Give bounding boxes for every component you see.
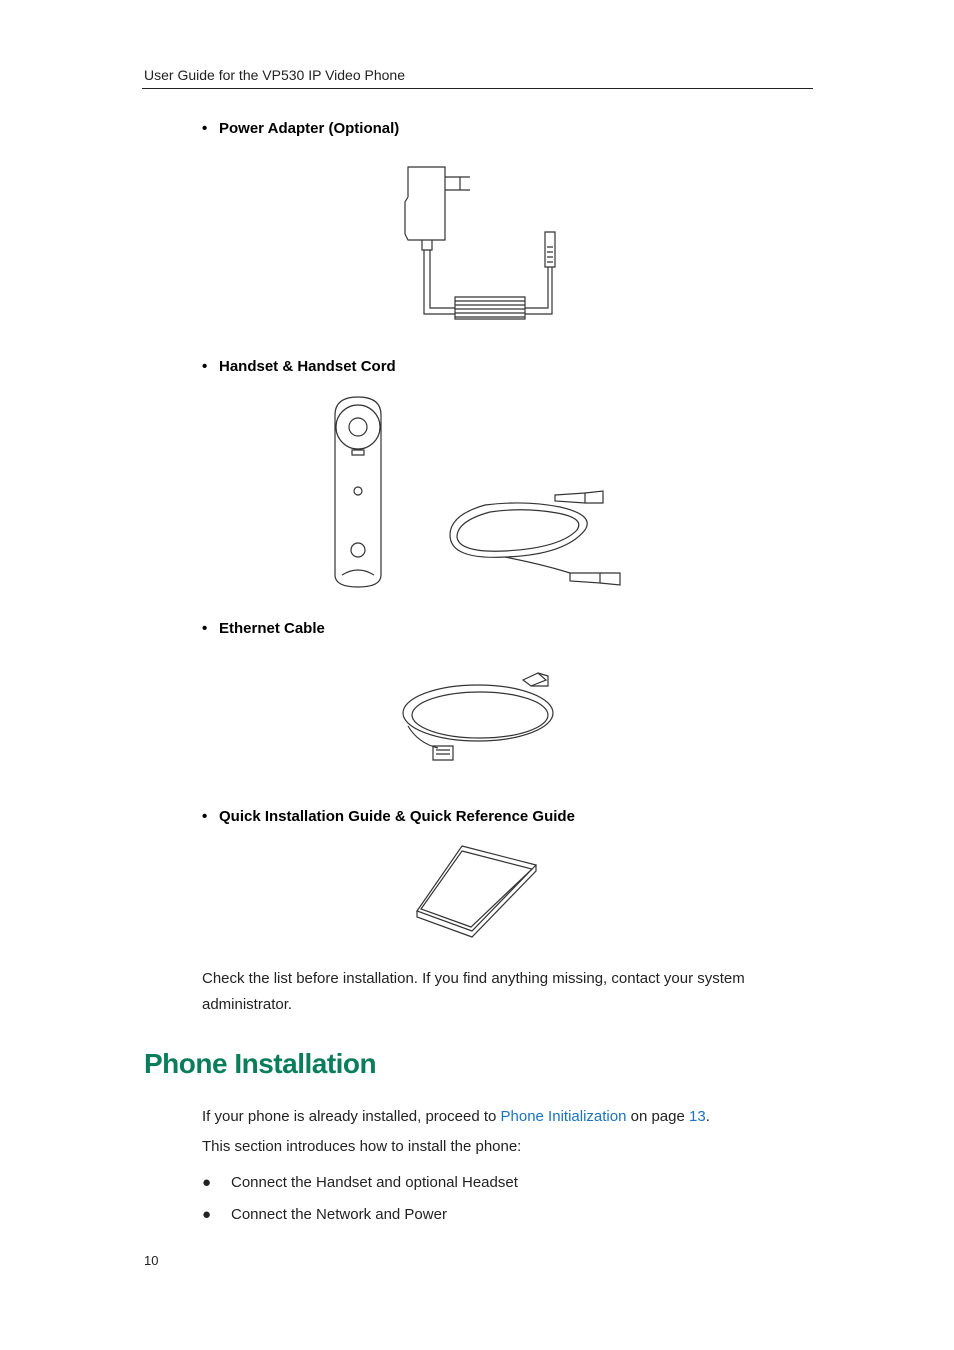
power-adapter-icon — [400, 162, 560, 322]
handset-icon — [330, 395, 386, 590]
bullet: • — [202, 358, 208, 375]
item-guides — [202, 808, 575, 825]
phone-initialization-link[interactable]: Phone Initialization — [500, 1108, 627, 1125]
check-note — [202, 966, 745, 1018]
guide-booklet-icon — [414, 843, 544, 938]
bullet: • — [202, 808, 208, 825]
step-text: Connect the Network and Power — [231, 1206, 447, 1223]
section-title: Phone Installation — [144, 1048, 377, 1079]
page-number: 10 — [144, 1253, 159, 1268]
intro-middle: on page — [626, 1108, 689, 1125]
page-13-link[interactable]: 13 — [689, 1108, 706, 1125]
header-rule — [142, 88, 813, 89]
item-label: Quick Installation Guide & Quick Reference Guide — [219, 808, 575, 825]
intro-prefix: If your phone is already installed, proceed to — [202, 1108, 501, 1125]
bullet: • — [202, 620, 208, 637]
ethernet-cable-icon — [398, 668, 563, 768]
section-intro — [202, 1104, 710, 1130]
handset-cord-icon — [445, 485, 625, 590]
check-note-line1: Check the list before installation. If you find anything missing, contact your system — [202, 970, 745, 987]
section-description: This section introduces how to install the phone: — [202, 1138, 522, 1155]
bullet: ● — [202, 1174, 212, 1191]
bullet: • — [202, 120, 208, 137]
step-text: Connect the Handset and optional Headset — [231, 1174, 518, 1191]
bullet: ● — [202, 1206, 212, 1223]
check-note-line2: administrator. — [202, 996, 293, 1013]
item-handset — [202, 358, 396, 375]
item-label: Ethernet Cable — [219, 620, 325, 637]
step-item — [202, 1174, 518, 1191]
item-label: Power Adapter (Optional) — [219, 120, 400, 137]
running-header: User Guide for the VP530 IP Video Phone — [144, 67, 405, 83]
step-item — [202, 1206, 447, 1223]
item-ethernet-cable — [202, 620, 325, 637]
item-power-adapter — [202, 120, 399, 137]
intro-suffix: . — [705, 1108, 710, 1125]
item-label: Handset & Handset Cord — [219, 358, 396, 375]
